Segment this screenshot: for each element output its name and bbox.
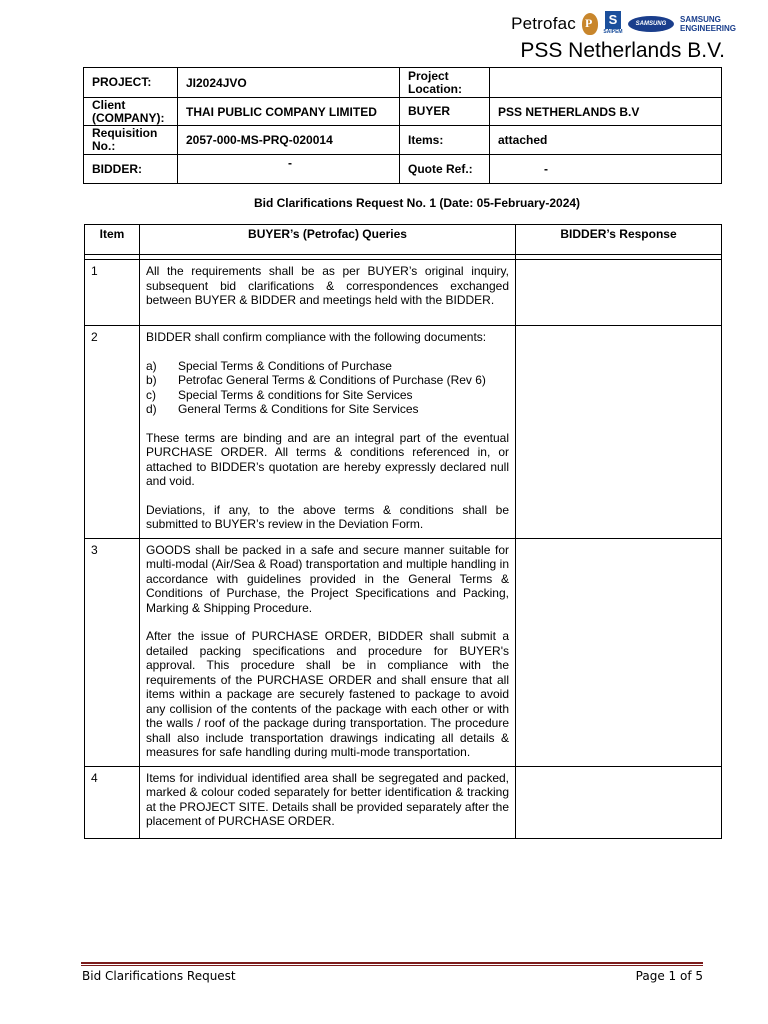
footer-divider [81, 962, 703, 964]
bidder-value: - [178, 155, 400, 184]
queries-column-header: BUYER’s (Petrofac) Queries [140, 225, 516, 255]
list-item: a) Special Terms & Conditions of Purchase [146, 358, 392, 373]
bidder-label: BIDDER: [84, 155, 178, 184]
query-text: BIDDER shall confirm compliance with the following documents: a) Special Terms & Conditions of Purchase b) Petrofac General Terms & Conditions of Purchase (Rev 6) c) Special Terms & conditions for Site Services d) General Terms & Conditions for Site Services These terms are binding and are an integral part of the eventual PURCHASE ORDER. All terms & conditions referenced in, or attached to BIDDER’s quotation are hereby expressly declared null and void. Deviations, if any, to the above terms & conditions shall be submitted to BUYER’s review in the Deviation Form. [140, 326, 516, 539]
location-value [490, 68, 722, 98]
header-logos [511, 8, 736, 40]
table-row [85, 260, 722, 326]
table-row [85, 538, 722, 766]
document-list [146, 359, 509, 417]
company-name: PSS Netherlands B.V. [520, 39, 725, 62]
location-label: Project Location: [400, 68, 490, 98]
item-number: 4 [85, 766, 140, 838]
saipem-logo-text: SAIPEM [603, 29, 623, 35]
footer-document-title: Bid Clarifications Request [82, 969, 236, 983]
project-info-table [83, 67, 722, 184]
samsung-engineering-logo: SAMSUNG ENGINEERING [679, 15, 736, 33]
footer-divider-thin [81, 965, 703, 966]
item-number: 1 [85, 260, 140, 326]
items-value: attached [490, 126, 722, 155]
item-number: 3 [85, 538, 140, 766]
footer-page-number: Page 1 of 5 [635, 969, 703, 983]
project-label: PROJECT: [84, 68, 178, 98]
buyer-value: PSS NETHERLANDS B.V [490, 98, 722, 126]
list-item: b) Petrofac General Terms & Conditions of Purchase (Rev 6) [146, 373, 486, 387]
list-item: c) Special Terms & conditions for Site Services [146, 387, 413, 402]
client-value: THAI PUBLIC COMPANY LIMITED [178, 98, 400, 126]
quote-value: - [490, 155, 722, 184]
item-column-header: Item [85, 225, 140, 255]
response-cell[interactable] [516, 766, 722, 838]
query-text: All the requirements shall be as per BUYER’s original inquiry, subsequent bid clarifications & correspondences exchanged between BUYER & BIDDER and meetings held with the BIDDER. [140, 260, 516, 326]
table-row [85, 766, 722, 838]
query-text: Items for individual identified area shall be segregated and packed, marked & colour coded separately for better identification & tracking at the PROJECT SITE. Details shall be provided separately after the placement of PURCHASE ORDER. [140, 766, 516, 838]
table-row [85, 326, 722, 539]
response-cell[interactable] [516, 326, 722, 539]
response-cell[interactable] [516, 538, 722, 766]
item-number: 2 [85, 326, 140, 539]
page-title: Bid Clarifications Request No. 1 (Date: 05-February-2024) [253, 196, 581, 210]
project-value: JI2024JVO [178, 68, 400, 98]
petrofac-logo-text: Petrofac [511, 14, 576, 33]
samsung-logo: SAMSUNG [628, 16, 674, 32]
list-item: d) General Terms & Conditions for Site Services [146, 402, 419, 416]
queries-table [84, 224, 722, 839]
response-cell[interactable] [516, 260, 722, 326]
requisition-value: 2057-000-MS-PRQ-020014 [178, 126, 400, 155]
saipem-logo-icon: S SAIPEM [603, 12, 623, 35]
query-text: GOODS shall be packed in a safe and secure manner suitable for multi-modal (Air/Sea & Road) transportation and multiple handling in accordance with guidelines provided in the General Terms & Conditions of Purchase, the Project Specifications and Packing, Marking & Shipping Procedure. After the issue of PURCHASE ORDER, BIDDER shall submit a detailed packing specifications and procedure for BUYER's approval. This procedure shall be in compliance with the requirements of the PURCHASE ORDER and shall ensure that all items within a package are securely fastened to package to avoid any collision of the contents of the package with each other or with the walls / roof of the package during transportation. The procedure shall also include transportation drawings indicating all details & measures for safe handling during multi-mode transportation. [140, 538, 516, 766]
buyer-label: BUYER [400, 98, 490, 126]
petrofac-logo-icon [582, 13, 598, 35]
requisition-label: Requisition No.: [84, 126, 178, 155]
client-label: Client (COMPANY): [84, 98, 178, 126]
response-column-header: BIDDER’s Response [516, 225, 722, 255]
items-label: Items: [400, 126, 490, 155]
quote-label: Quote Ref.: [400, 155, 490, 184]
